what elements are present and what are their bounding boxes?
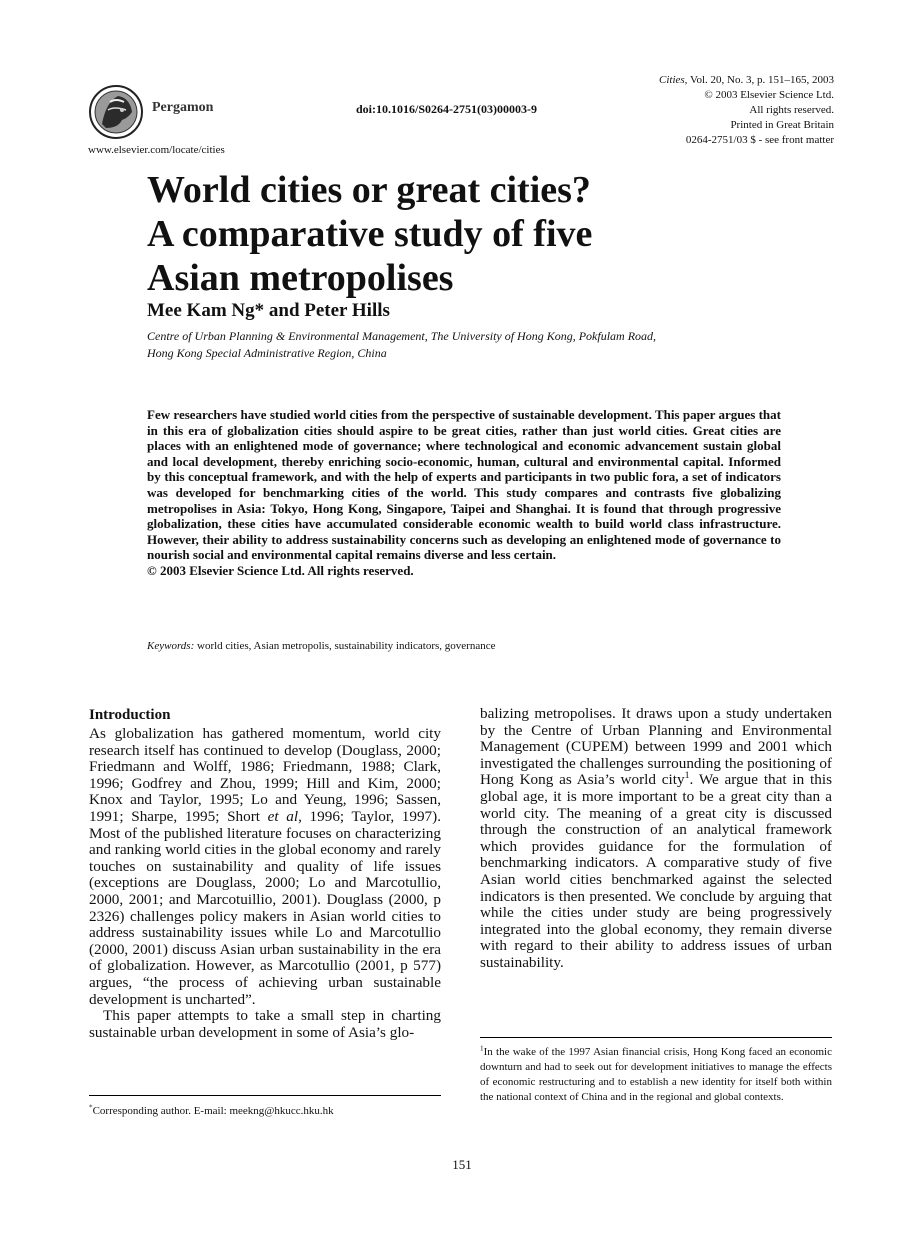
publisher-logo xyxy=(88,84,144,140)
footnote-marker[interactable]: 1 xyxy=(684,770,690,782)
title-line: Asian metropolises xyxy=(147,257,454,299)
title-line: World cities or great cities? xyxy=(147,169,591,211)
footnote-text: Corresponding author. E-mail: meekng@hkucc.hku.hk xyxy=(92,1105,334,1117)
footnote-mark: 1 xyxy=(480,1044,484,1053)
affiliation-line: Hong Kong Special Administrative Region, China xyxy=(147,346,387,360)
keywords-label: Keywords: xyxy=(147,640,195,652)
footnote-corresponding-author xyxy=(89,1105,334,1117)
affiliation xyxy=(147,328,656,362)
footnote-divider xyxy=(480,1037,832,1038)
paragraph xyxy=(480,706,832,972)
footnote-1 xyxy=(480,1045,832,1105)
journal-info xyxy=(659,73,834,148)
keywords-list: world cities, Asian metropolis, sustainability indicators, governance xyxy=(194,640,496,652)
paragraph xyxy=(89,726,441,1008)
paragraph-text: . We argue that in this global age, it is more important to be a great city than a world city. The meaning of a great city is discussed through the construction of an analytical framework which provides guidance for the formulation of benchmarking indicators. A comparative study of five Asian world cities benchmarked against the selected indicators is then presented. We conclude by arguing that while the cities under study are being progressively integrated into the global economy, they remain diverse with regard to their ability to address issues of urban sustainability. xyxy=(480,771,832,971)
footnote-text: In the wake of the 1997 Asian financial crisis, Hong Kong faced an economic downturn and had to seek out for development initiatives to manage the effects of economic restructuring and to establish a new identity for itself both within the national context of China and in the regional and global contexts. xyxy=(480,1046,832,1103)
right-column xyxy=(480,706,832,972)
keywords xyxy=(147,640,495,652)
journal-url[interactable]: www.elsevier.com/locate/cities xyxy=(88,144,225,156)
printed-line: Printed in Great Britain xyxy=(730,119,834,131)
authors: Mee Kam Ng* and Peter Hills xyxy=(147,300,390,321)
doi: doi:10.1016/S0264-2751(03)00003-9 xyxy=(356,102,537,116)
paragraph-text: As globalization has gathered momentum, world city research itself has continued to develop (Douglass, 2000; Friedmann and Wolff, 1986; Friedmann, 1988; Clark, 1996; Godfrey and Zhou, 1999; Hill and Kim, 2000; Knox and Taylor, 1995; Lo and Yeung, 1996; Sassen, 1991; Sharpe, 1995; Short xyxy=(89,725,441,825)
publisher-name: Pergamon xyxy=(152,100,214,115)
section-heading-introduction: Introduction xyxy=(89,707,171,723)
title-line: A comparative study of five xyxy=(147,213,593,255)
paragraph-text: , 1996; Taylor, 1997). Most of the published literature focuses on characterizing and ranking world cities in the global economy and rarely touches on sustainability and quality of life issues (exceptions are Douglass, 2000; Lo and Marcotullio, 2000, 2001; and Marcotuillio, 2001). Douglass (2000, p 2326) challenges policy makers in Asian world cities to address sustainability issues while Lo and Marcotullio (2000, 2001) discuss Asian urban sustainability in the era of globalization. However, as Marcotullio (2001, p 577) argues, “the process of achieving urban sustainable development is uncharted”. xyxy=(89,807,441,1008)
footnote-mark: * xyxy=(89,1103,93,1112)
abstract-copyright: © 2003 Elsevier Science Ltd. All rights reserved. xyxy=(147,562,414,578)
copyright-line: © 2003 Elsevier Science Ltd. xyxy=(704,89,834,101)
footnote-divider xyxy=(89,1095,441,1096)
page-number: 151 xyxy=(452,1157,472,1172)
abstract-text: Few researchers have studied world cities from the perspective of sustainable development. This paper argues that in this era of globalization cities should aspire to be great cities, rather than just world cities. Great cities are places with an enlightened mode of governance; where technological and economic advancement sustain global and local development, thereby enriching socio-economic, human, cultural and environmental capital. Informed by this conceptual framework, and with the help of experts and participants in two public fora, a set of indicators was developed for benchmarking cities of the world. This study compares and contrasts five globalizing metropolises in Asia: Tokyo, Hong Kong, Singapore, Taipei and Shanghai. It is found that through progressive globalization, these cities have accumulated considerable economic wealth to build world class infrastructure. However, their ability to address sustainability concerns such as developing an enlightened mode of governance to nourish social and environmental capital remains diverse and less certain. xyxy=(147,407,781,563)
paragraph-text-italic: et al xyxy=(267,807,299,825)
left-column xyxy=(89,706,441,1041)
affiliation-line: Centre of Urban Planning & Environmental Management, The University of Hong Kong, Pokfulam Road, xyxy=(147,329,657,343)
journal-volume: Vol. 20, No. 3, p. 151–165, 2003 xyxy=(687,74,834,86)
journal-name: Cities, xyxy=(659,74,688,86)
abstract xyxy=(147,407,781,579)
issn-line: 0264-2751/03 $ - see front matter xyxy=(685,134,834,146)
paragraph-text: balizing metropolises. It draws upon a study undertaken by the Centre of Urban Planning and Environmental Management (CUPEM) between 1999 and 2001 which investigated the challenges surrounding the positioning of Hong Kong as Asia’s world city xyxy=(480,705,832,789)
article-title xyxy=(147,168,592,300)
rights-line: All rights reserved. xyxy=(749,104,834,116)
paragraph: This paper attempts to take a small step in charting sustainable urban development in some of Asia’s glo- xyxy=(89,1007,441,1041)
